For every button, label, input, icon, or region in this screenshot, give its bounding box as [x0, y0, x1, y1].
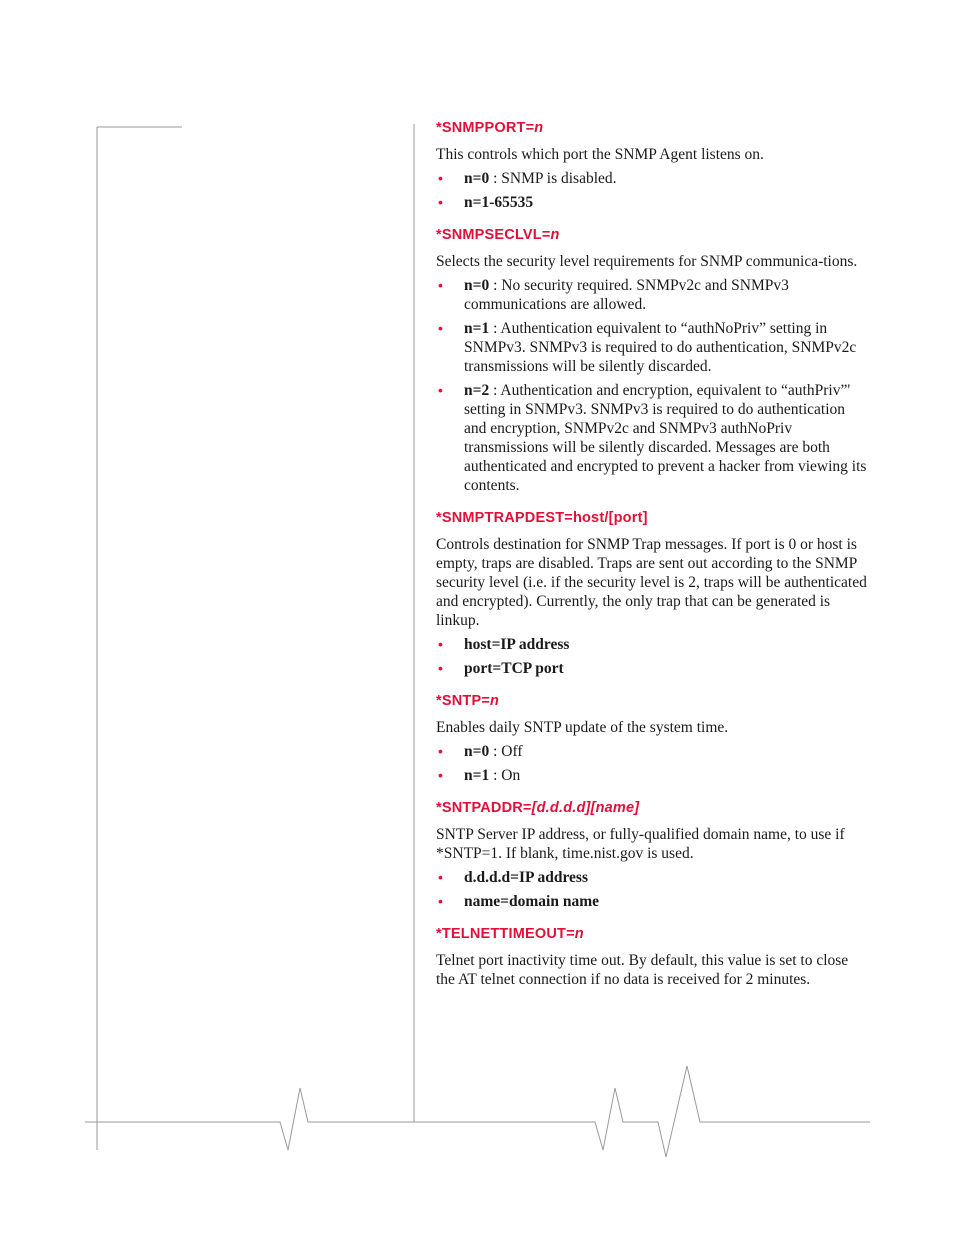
value-list: [436, 742, 868, 785]
value-term: host=IP address: [464, 636, 570, 653]
command-heading: [436, 693, 868, 709]
value-term: name=domain name: [464, 893, 599, 910]
command-name: *SNTPADDR=: [436, 800, 532, 816]
command-name: *SNMPPORT=: [436, 120, 535, 136]
value-list: [436, 276, 868, 495]
value-list-item: [436, 169, 868, 188]
command-description: SNTP Server IP address, or fully-qualified domain name, to use if *SNTP=1. If blank, time.nist.gov is used.: [436, 826, 845, 862]
command-description: Enables daily SNTP update of the system time.: [436, 719, 729, 736]
command-heading: [436, 800, 868, 816]
command-argument: [d.d.d.d][name]: [531, 800, 640, 816]
command-heading: [436, 120, 868, 136]
value-list: [436, 169, 868, 212]
command-heading: [436, 227, 868, 243]
command-section: [436, 120, 868, 212]
value-list-item: [436, 193, 868, 212]
value-list-item: [436, 635, 868, 654]
value-list: [436, 635, 868, 678]
value-term: d.d.d.d=IP address: [464, 869, 588, 886]
command-section: [436, 926, 868, 989]
value-term: n=1: [464, 767, 490, 784]
command-section: [436, 800, 868, 911]
command-argument: n: [574, 926, 584, 942]
command-argument: n: [534, 120, 544, 136]
command-description: Controls destination for SNMP Trap messages. If port is 0 or host is empty, traps are disabled. Traps are sent out according to the SNMP security level (i.e. if the security level is 2, traps will be authenticated and encrypted). Currently, the only trap that can be generated is linkup.: [436, 536, 867, 629]
value-list-item: [436, 892, 868, 911]
value-list-item: [436, 742, 868, 761]
command-section: [436, 693, 868, 785]
value-term: port=TCP port: [464, 660, 564, 677]
document-body: [436, 120, 868, 1004]
value-list-item: [436, 868, 868, 887]
value-description: : On: [489, 767, 521, 784]
value-description: : No security required. SNMPv2c and SNMPv3 communications are allowed.: [464, 277, 789, 313]
value-term: n=1: [464, 320, 490, 337]
value-description: : Off: [489, 743, 523, 760]
command-heading: [436, 926, 868, 942]
bottom-wave-line: [85, 1066, 870, 1157]
command-heading: [436, 510, 868, 526]
command-description: Selects the security level requirements for SNMP communica-tions.: [436, 253, 858, 270]
command-argument: n: [489, 693, 500, 709]
command-name: *SNMPSECLVL=: [436, 227, 551, 243]
command-argument: n: [550, 227, 560, 243]
value-description: : Authentication and encryption, equivalent to “authPriv”' setting in SNMPv3. SNMPv3 is required to do authentication and encryption, SNMPv2c and SNMPv3 authNoPriv transmissions will be silently discarded. Messages are both authenticated and encrypted to prevent a hacker from viewing its contents.: [464, 382, 867, 494]
command-description: This controls which port the SNMP Agent listens on.: [436, 146, 764, 163]
command-section: [436, 510, 868, 678]
value-list-item: [436, 276, 868, 314]
value-term: n=0: [464, 170, 490, 187]
value-description: : SNMP is disabled.: [489, 170, 617, 187]
command-name: *SNMPTRAPDEST=host/[port]: [436, 510, 648, 526]
value-term: n=0: [464, 743, 490, 760]
command-name: *TELNETTIMEOUT=: [436, 926, 575, 942]
value-list-item: [436, 319, 868, 376]
value-list-item: [436, 766, 868, 785]
value-list: [436, 868, 868, 911]
command-name: *SNTP=: [436, 693, 490, 709]
value-description: : Authentication equivalent to “authNoPriv” setting in SNMPv3. SNMPv3 is required to do authentication, SNMPv2c transmissions will be silently discarded.: [464, 320, 857, 375]
value-term: n=0: [464, 277, 490, 294]
value-term: n=2: [464, 382, 490, 399]
value-term: n=1-65535: [464, 194, 534, 211]
command-description: Telnet port inactivity time out. By default, this value is set to close the AT telnet connection if no data is received for 2 minutes.: [436, 952, 849, 988]
value-list-item: [436, 659, 868, 678]
value-list-item: [436, 381, 868, 495]
command-section: [436, 227, 868, 495]
